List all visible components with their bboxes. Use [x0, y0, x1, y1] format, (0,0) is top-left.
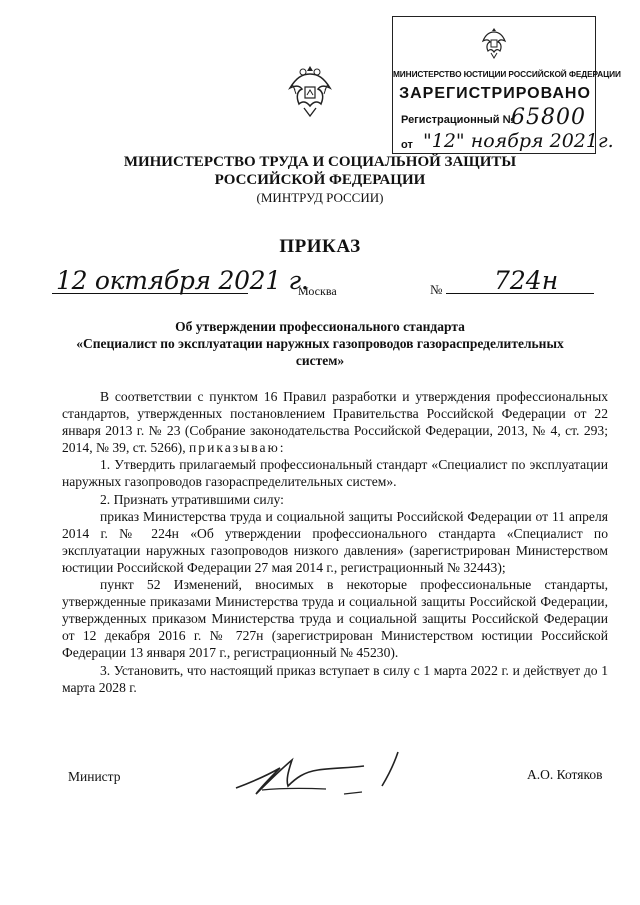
stamp-date-label: от — [401, 139, 413, 151]
body-item-2a: приказ Министерства труда и социальной защиты Российской Федерации от 11 апреля 2014 г. № 224н «Об утверждении профессионального стандарта «Специалист по эксплуатации наружных газопроводов низкого давления» (зарегистрирован Министерством юстиции Российской Федерации 27 мая 2014 г., регистрационный № 32443); — [62, 508, 608, 575]
order-city: Москва — [298, 284, 337, 298]
date-underline — [52, 293, 248, 294]
coat-of-arms-icon — [479, 25, 509, 61]
body-intro-text: В соответствии с пунктом 16 Правил разработки и утверждения профессиональных стандартов, утвержденных постановлением Правительства Российской Федерации от 22 января 2013 г. № 23 (Собрание законодательства Российской Федерации, 2013, № 4, ст. 293; 2014, № 39, ст. 5266), — [62, 389, 608, 456]
stamp-date-value: "12" ноября 2021г. — [423, 130, 614, 152]
ministry-name-line2: РОССИЙСКОЙ ФЕДЕРАЦИИ — [214, 172, 426, 188]
body-item-2: 2. Признать утратившими силу: — [100, 491, 284, 507]
registration-stamp — [392, 16, 621, 154]
stamp-ministry-name: МИНИСТЕРСТВО ЮСТИЦИИ РОССИЙСКОЙ ФЕДЕРАЦИИ — [393, 69, 621, 79]
body-intro — [62, 388, 608, 456]
coat-of-arms-icon — [286, 64, 334, 120]
number-sign: № — [430, 282, 443, 297]
order-body — [62, 388, 608, 696]
order-date: 12 октября 2021 г. — [56, 266, 309, 295]
handwritten-signature — [222, 742, 412, 806]
signatory-position: Министр — [68, 769, 121, 784]
order-title: ПРИКАЗ — [279, 236, 361, 257]
body-item-1: 1. Утвердить прилагаемый профессиональный стандарт «Специалист по эксплуатации наружных газопроводов газораспределительных систем». — [62, 457, 608, 490]
ministry-abbreviation: (МИНТРУД РОССИИ) — [256, 190, 384, 205]
body-item-2b: пункт 52 Изменений, вносимых в некоторые профессиональные стандарты, утвержденные приказами Министерства труда и социальной защиты Российской Федерации, утвержденных приказом Министерства труда и социальной защиты Российской Федерации от 12 декабря 2016 г. № 727н (зарегистрирован Министерством юстиции Российской Федерации 13 января 2017 г., регистрационный № 45230). — [62, 577, 608, 661]
ministry-name-line1: МИНИСТЕРСТВО ТРУДА И СОЦИАЛЬНОЙ ЗАЩИТЫ — [123, 154, 517, 170]
subject-line3: систем» — [295, 353, 345, 368]
stamp-regnum-value: 65800 — [511, 105, 586, 130]
body-intro-verb: приказываю: — [189, 440, 286, 456]
order-number: 724н — [494, 266, 559, 295]
stamp-registered-label: ЗАРЕГИСТРИРОВАНО — [399, 85, 591, 102]
subject-line1: Об утверждении профессионального стандарта — [175, 319, 465, 334]
stamp-regnum-label: Регистрационный № — [401, 114, 515, 126]
subject-line2: «Специалист по эксплуатации наружных газопроводов газораспределительных — [76, 336, 564, 351]
body-item-3: 3. Установить, что настоящий приказ вступает в силу с 1 марта 2022 г. и действует до 1 марта 2028 г. — [62, 662, 608, 695]
signatory-name: А.О. Котяков — [527, 767, 603, 782]
